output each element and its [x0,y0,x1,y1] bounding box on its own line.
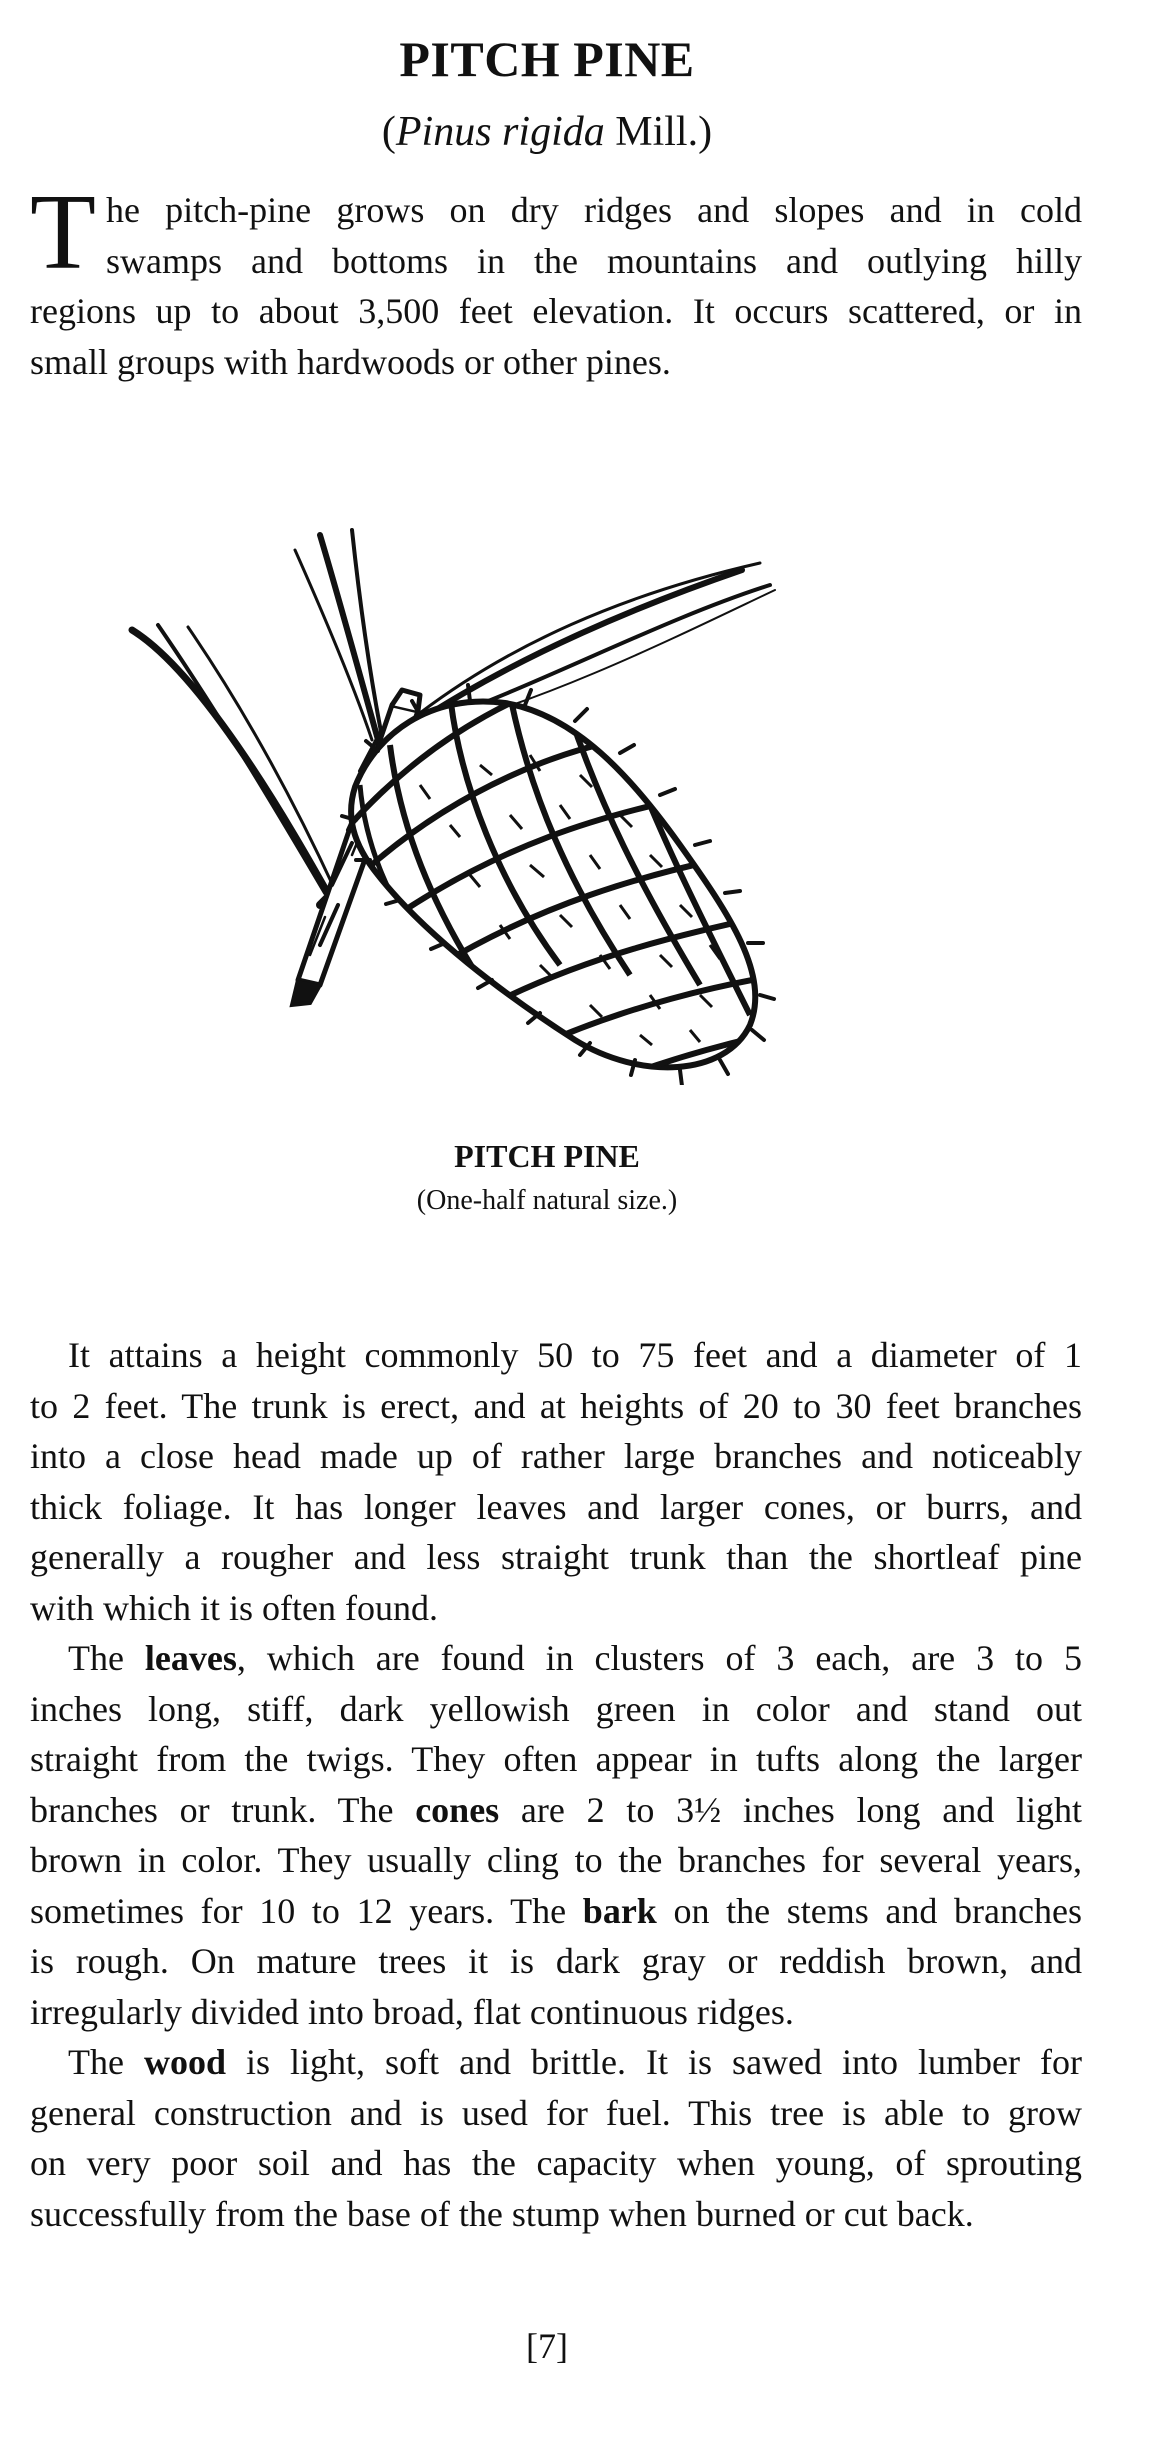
scientific-name-genus: Pinus rigida [395,109,605,155]
intro-line: swamps and bottoms in the mountains and outlying hilly [105,240,1082,281]
pine-cone [342,675,790,1085]
text-run: The [68,1638,145,1678]
drop-cap: T [30,173,96,292]
caption-title: PITCH PINE [454,1138,640,1174]
body-line: successfully from the base of the stump when burned or cut back. [30,2193,974,2234]
scientific-name-author: Mill.) [604,109,713,155]
intro-line: he pitch-pine grows on dry ridges and slopes and in cold [105,190,1082,230]
body-line: general construction and is used for fuel. This tree is able to grow [30,2092,1082,2133]
body-line [30,1633,1082,1684]
scientific-name [0,108,1094,156]
body-line: straight from the twigs. They often appear in tufts along the larger [30,1739,1082,1779]
text-run: sometimes for 10 to 12 years. The [30,1890,583,1931]
scientific-name-open: ( [381,109,396,155]
text-run: , which are found in clusters of 3 each, are 3 to 5 [236,1638,1082,1678]
body-line: to 2 feet. The trunk is erect, and at heights of 20 to 30 feet branches [30,1385,1082,1426]
page-number: [7] [526,2326,568,2366]
text-run: branches or trunk. The [30,1789,416,1830]
body-line: inches long, stiff, dark yellowish green in color and stand out [30,1688,1082,1729]
text-run: is light, soft and brittle. It is sawed into lumber for [226,2042,1083,2082]
body-line: on very poor soil and has the capacity when young, of sprouting [30,2143,1082,2183]
body-line [30,2037,1082,2088]
body-line: thick foliage. It has longer leaves and larger cones, or burrs, and [30,1486,1082,1527]
intro-paragraph [30,173,1082,387]
term-cones: cones [415,1789,500,1830]
body-line: is rough. On mature trees it is dark gray or reddish brown, and [30,1941,1082,1981]
body-line: with which it is often found. [30,1587,438,1628]
needle-cluster-top [295,530,382,740]
body-line [30,1785,1082,1836]
term-leaves: leaves [144,1638,237,1678]
term-bark: bark [582,1890,657,1931]
term-wood: wood [143,2042,227,2082]
text-run: The [68,2042,144,2082]
caption-note: (One-half natural size.) [416,1185,678,1216]
body-line [30,1886,1082,1937]
body-line: generally a rougher and less straight trunk than the shortleaf pine [30,1537,1082,1577]
text-run: on the stems and branches [656,1890,1082,1931]
body-line: brown in color. They usually cling to the branches for several years, [30,1840,1082,1880]
intro-line: regions up to about 3,500 feet elevation. It occurs scattered, or in [30,291,1082,331]
body-line: into a close head made up of rather large branches and noticeably [30,1436,1082,1476]
body-line: It attains a height commonly 50 to 75 feet and a diameter of 1 [68,1335,1082,1375]
page-title: PITCH PINE [399,31,695,87]
text-run: are 2 to 3½ inches long and light [499,1789,1082,1830]
needle-cluster-left [132,625,335,905]
body-text [30,1330,1082,2239]
intro-line: small groups with hardwoods or other pines. [30,341,671,382]
body-line: irregularly divided into broad, flat continuous ridges. [30,1991,794,2032]
pitch-pine-illustration [120,525,910,1085]
